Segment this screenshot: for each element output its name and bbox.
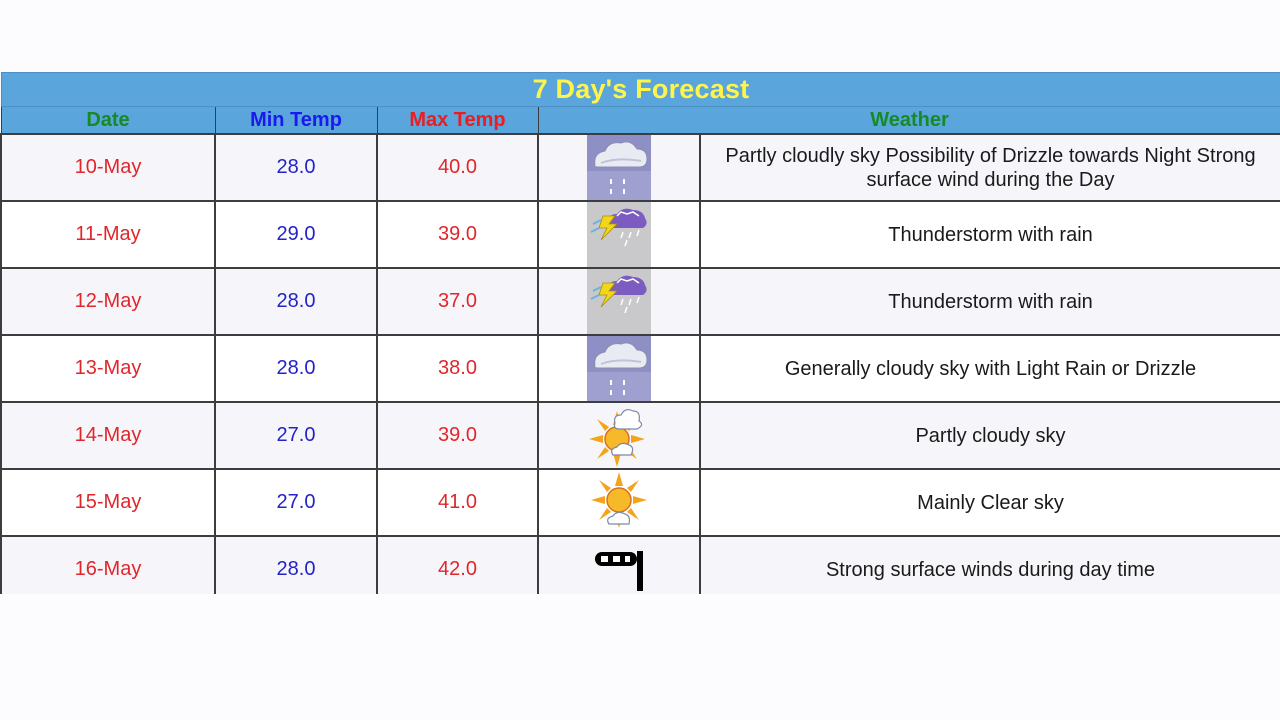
thunderstorm-icon xyxy=(587,202,651,267)
min-temp-cell: 28.0 xyxy=(215,268,377,335)
header-date: Date xyxy=(1,107,215,135)
date-cell: 15-May xyxy=(1,469,215,536)
weather-icon-cell xyxy=(538,536,700,594)
table-row xyxy=(1,469,1280,536)
wind-sock-icon xyxy=(587,537,651,594)
date-cell: 16-May xyxy=(1,536,215,594)
date-cell: 11-May xyxy=(1,201,215,268)
forecast-table xyxy=(0,72,1280,594)
max-temp-cell: 39.0 xyxy=(377,201,538,268)
date-cell: 12-May xyxy=(1,268,215,335)
weather-icon-cell xyxy=(538,402,700,469)
table-title: 7 Day's Forecast xyxy=(1,73,1280,107)
min-temp-cell: 27.0 xyxy=(215,402,377,469)
header-min-temp: Min Temp xyxy=(215,107,377,135)
min-temp-cell: 28.0 xyxy=(215,536,377,594)
weather-icon-cell xyxy=(538,268,700,335)
max-temp-cell: 39.0 xyxy=(377,402,538,469)
min-temp-cell: 27.0 xyxy=(215,469,377,536)
date-cell: 10-May xyxy=(1,134,215,201)
table-row xyxy=(1,134,1280,201)
weather-description: Thunderstorm with rain xyxy=(700,268,1280,335)
title-row xyxy=(1,73,1280,107)
weather-icon-cell xyxy=(538,134,700,201)
forecast-table-container xyxy=(0,72,1280,594)
min-temp-cell: 28.0 xyxy=(215,134,377,201)
weather-icon-cell xyxy=(538,335,700,402)
max-temp-cell: 41.0 xyxy=(377,469,538,536)
table-row xyxy=(1,536,1280,594)
max-temp-cell: 42.0 xyxy=(377,536,538,594)
weather-description: Partly cloudy sky xyxy=(700,402,1280,469)
header-max-temp: Max Temp xyxy=(377,107,538,135)
table-row xyxy=(1,402,1280,469)
cloudy-drizzle-icon xyxy=(587,336,651,401)
header-weather: Weather xyxy=(538,107,1280,135)
weather-description: Partly cloudly sky Possibility of Drizzle towards Night Strong surface wind during the Day xyxy=(700,134,1280,201)
min-temp-cell: 29.0 xyxy=(215,201,377,268)
partly-cloudy-sun-icon xyxy=(587,403,651,468)
cloudy-drizzle-icon xyxy=(587,135,651,200)
table-row xyxy=(1,201,1280,268)
weather-icon-cell xyxy=(538,201,700,268)
header-row xyxy=(1,107,1280,135)
table-row xyxy=(1,268,1280,335)
weather-description: Strong surface winds during day time xyxy=(700,536,1280,594)
forecast-body xyxy=(1,134,1280,594)
date-cell: 14-May xyxy=(1,402,215,469)
min-temp-cell: 28.0 xyxy=(215,335,377,402)
thunderstorm-icon xyxy=(587,269,651,334)
weather-description: Generally cloudy sky with Light Rain or Drizzle xyxy=(700,335,1280,402)
max-temp-cell: 40.0 xyxy=(377,134,538,201)
weather-icon-cell xyxy=(538,469,700,536)
table-row xyxy=(1,335,1280,402)
max-temp-cell: 37.0 xyxy=(377,268,538,335)
weather-description: Thunderstorm with rain xyxy=(700,201,1280,268)
mainly-clear-sun-icon xyxy=(587,470,651,535)
weather-description: Mainly Clear sky xyxy=(700,469,1280,536)
max-temp-cell: 38.0 xyxy=(377,335,538,402)
date-cell: 13-May xyxy=(1,335,215,402)
